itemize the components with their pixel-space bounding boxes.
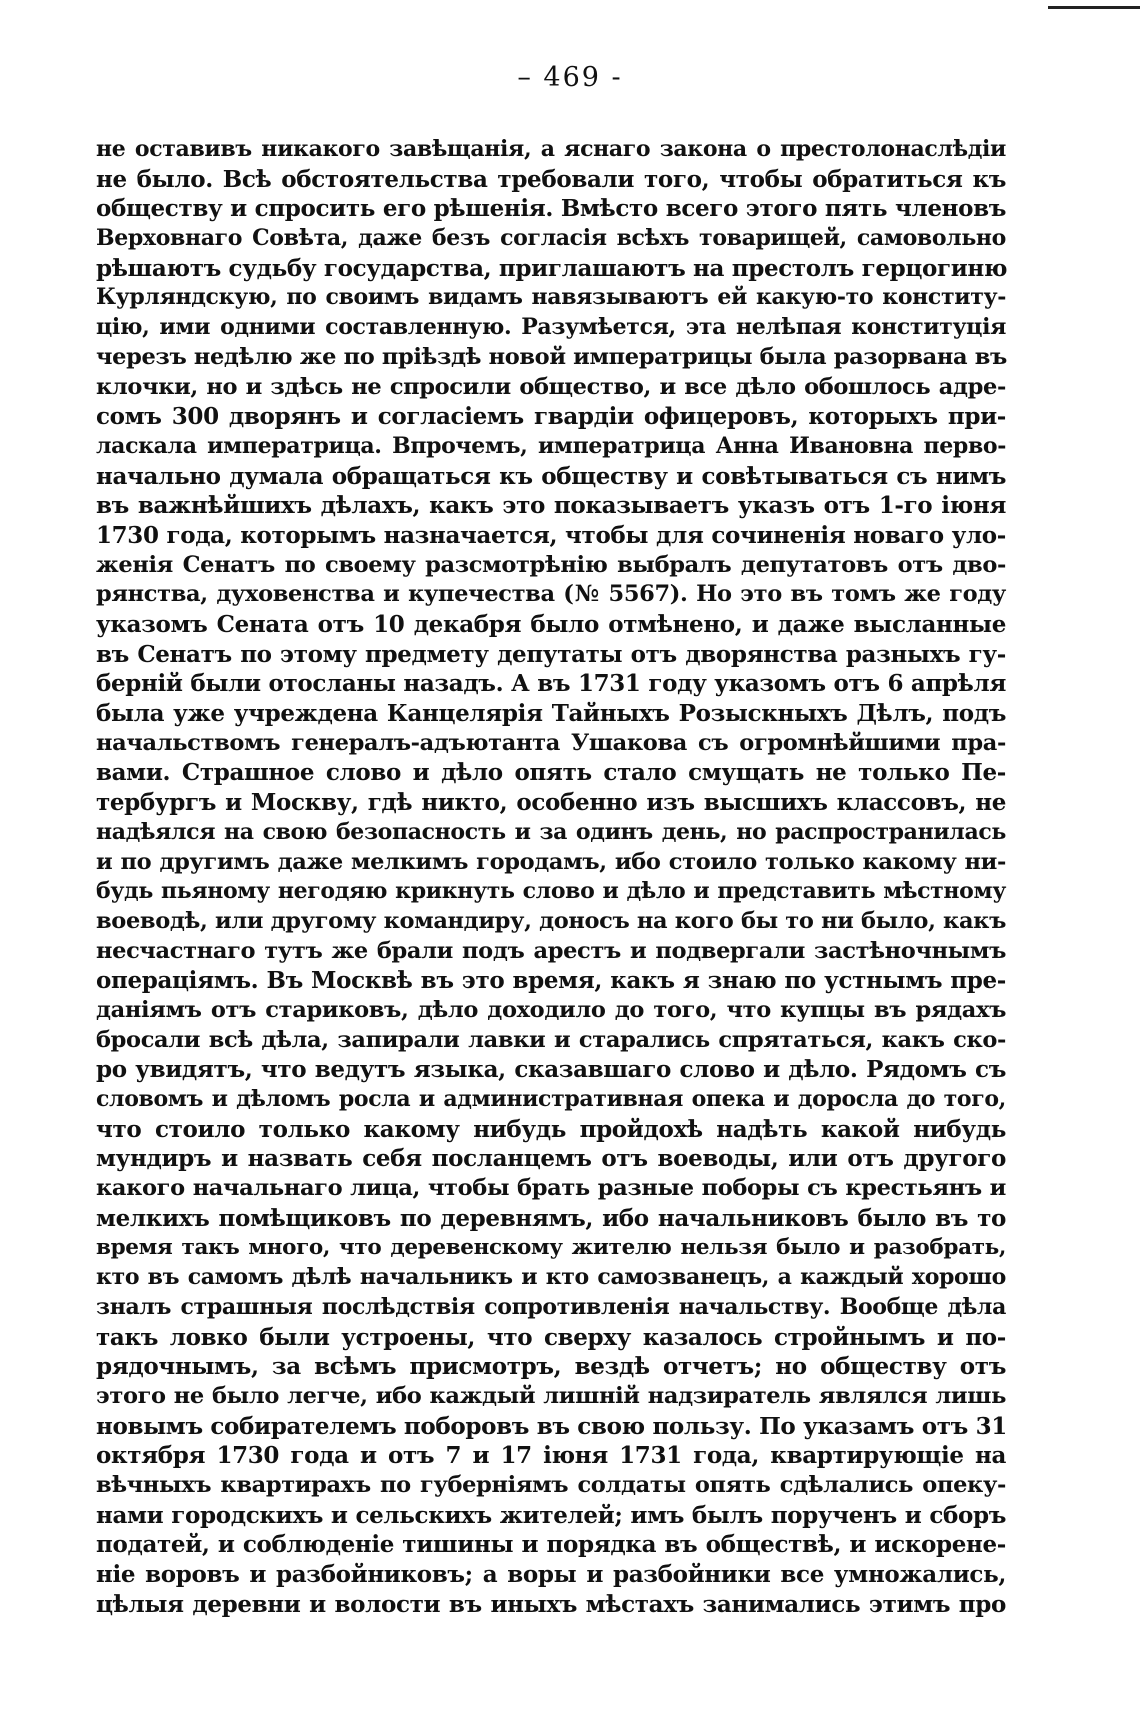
text-line: операціямъ. Въ Москвѣ въ это время, какъ я знаю по устнымъ пре- [96,967,1006,995]
page-number: – 469 - [517,62,623,93]
text-line: сомъ 300 дворянъ и согласіемъ гвардіи офицеровъ, которыхъ при- [96,403,1006,431]
text-line: 1730 года, которымъ назначается, чтобы для сочиненія новаго уло- [96,521,1006,549]
text-line: черезъ недѣлю же по пріѣздѣ новой императрицы была разорвана въ [96,343,1007,370]
text-line: женія Сенатъ по своему разсмотрѣнію выбралъ депутатовъ отъ дво- [96,551,1006,578]
corner-rule [1048,6,1140,9]
text-line: такъ ловко были устроены, что сверху казалось стройнымъ и по- [96,1323,1006,1351]
text-line: бросали всѣ дѣла, запирали лавки и старались спрятаться, какъ ско- [96,1026,1006,1053]
text-line: словомъ и дѣломъ росла и административная опека и доросла до того, [96,1086,1006,1112]
text-line: тербургъ и Москву, гдѣ никто, особенно изъ высшихъ классовъ, не [96,789,1006,817]
text-line: и по другимъ даже мелкимъ городамъ, ибо стоило только какому ни- [96,848,1006,875]
text-line: воеводѣ, или другому командиру, доносъ на кого бы то ни было, какъ [96,907,1006,934]
text-line: кто въ самомъ дѣлѣ начальникъ и кто самозванецъ, а каждый хорошо [96,1264,1006,1291]
text-line: что стоило только какому нибудь пройдохѣ надѣть какой нибудь [96,1115,1006,1143]
text-line: октября 1730 года и отъ 7 и 17 іюня 1731 года, квартирующіе на [96,1442,1006,1470]
text-line: этого не было легче, ибо каждый лишній надзиратель являлся лишь [96,1382,1006,1409]
text-line: Курляндскую, по своимъ видамъ навязываютъ ей какую-то конститу- [96,284,1006,311]
text-line: несчастнаго тутъ же брали подъ арестъ и подвергали застѣночнымъ [96,937,1006,964]
text-line: какого начальнаго лица, чтобы брать разные поборы съ крестьянъ и [96,1175,1006,1202]
text-line: нами городскихъ и сельскихъ жителей; имъ былъ порученъ и сборъ [96,1501,1006,1529]
text-line: была уже учреждена Канцелярія Тайныхъ Розыскныхъ Дѣлъ, подъ [96,700,1006,728]
text-line: будь пьяному негодяю крикнуть слово и дѣло и представить мѣстному [96,878,1006,905]
text-line: начально думала обращаться къ обществу и совѣтываться съ нимъ [96,462,1006,490]
text-line: въ Сенатъ по этому предмету депутаты отъ дворянства разныхъ гу- [96,640,1006,668]
text-line: даніямъ отъ стариковъ, дѣло доходило до того, что купцы въ рядахъ [96,996,1006,1023]
text-line: ласкала императрица. Впрочемъ, императрица Анна Ивановна перво- [96,432,1006,459]
body-text [96,135,1006,1619]
text-line: новымъ собирателемъ поборовъ въ свою пользу. По указамъ отъ 31 [96,1412,1007,1440]
text-line: въ важнѣйшихъ дѣлахъ, какъ это показываетъ указъ отъ 1-го іюня [96,492,1006,520]
text-line: не было. Всѣ обстоятельства требовали того, чтобы обратиться къ [96,165,1006,193]
text-line: цію, ими одними составленную. Разумѣется, эта нелѣпая конституція [96,314,1006,341]
text-line: вами. Страшное слово и дѣло опять стало смущать не только Пе- [96,759,1006,787]
text-line: рянства, духовенства и купечества (№ 5567). Но это въ томъ же году [96,581,1006,608]
text-line: вѣчныхъ квартирахъ по губерніямъ солдаты опять сдѣлались опеку- [96,1471,1006,1498]
text-line: ніе воровъ и разбойниковъ; а воры и разбойники все умножались, [96,1561,1006,1588]
text-line: мундиръ и назвать себя посланцемъ отъ воеводы, или отъ другого [96,1145,1006,1173]
text-line: податей, и соблюденіе тишины и порядка въ обществѣ, и искорене- [96,1531,1006,1559]
text-line: время такъ много, что деревенскому жителю нельзя было и разобрать, [96,1235,1006,1261]
text-line: надѣялся на свою безопасность и за одинъ день, но распространилась [96,818,1006,845]
text-line: Верховнаго Совѣта, даже безъ согласія всѣхъ товарищей, самовольно [96,225,1006,252]
text-line: обществу и спросить его рѣшенія. Вмѣсто всего этого пять членовъ [96,195,1006,223]
text-line: рѣшаютъ судьбу государства, приглашаютъ на престолъ герцогиню [96,254,1008,282]
text-line: берній были отосланы назадъ. А въ 1731 году указомъ отъ 6 апрѣля [96,670,1006,698]
text-line: цѣлыя деревни и волости въ иныхъ мѣстахъ занимались этимъ про [96,1590,1006,1618]
text-line: рядочнымъ, за всѣмъ присмотръ, вездѣ отчетъ; но обществу отъ [96,1353,1006,1381]
text-line: мелкихъ помѣщиковъ по деревнямъ, ибо начальниковъ было въ то [96,1204,1006,1232]
text-line: зналъ страшныя послѣдствія сопротивленія начальству. Вообще дѣла [96,1293,1006,1320]
text-line: ро увидятъ, что ведутъ языка, сказавшаго слово и дѣло. Рядомъ съ [96,1056,1006,1084]
text-line: клочки, но и здѣсь не спросили общество, и все дѣло обошлось адре- [96,373,1006,400]
text-line: указомъ Сената отъ 10 декабря было отмѣнено, и даже высланные [96,611,1006,638]
text-line: не оставивъ никакого завѣщанія, а яснаго закона о престолонаслѣдіи [96,136,1006,162]
text-line: начальствомъ генералъ-адъютанта Ушакова съ огромнѣйшими пра- [96,729,1006,756]
